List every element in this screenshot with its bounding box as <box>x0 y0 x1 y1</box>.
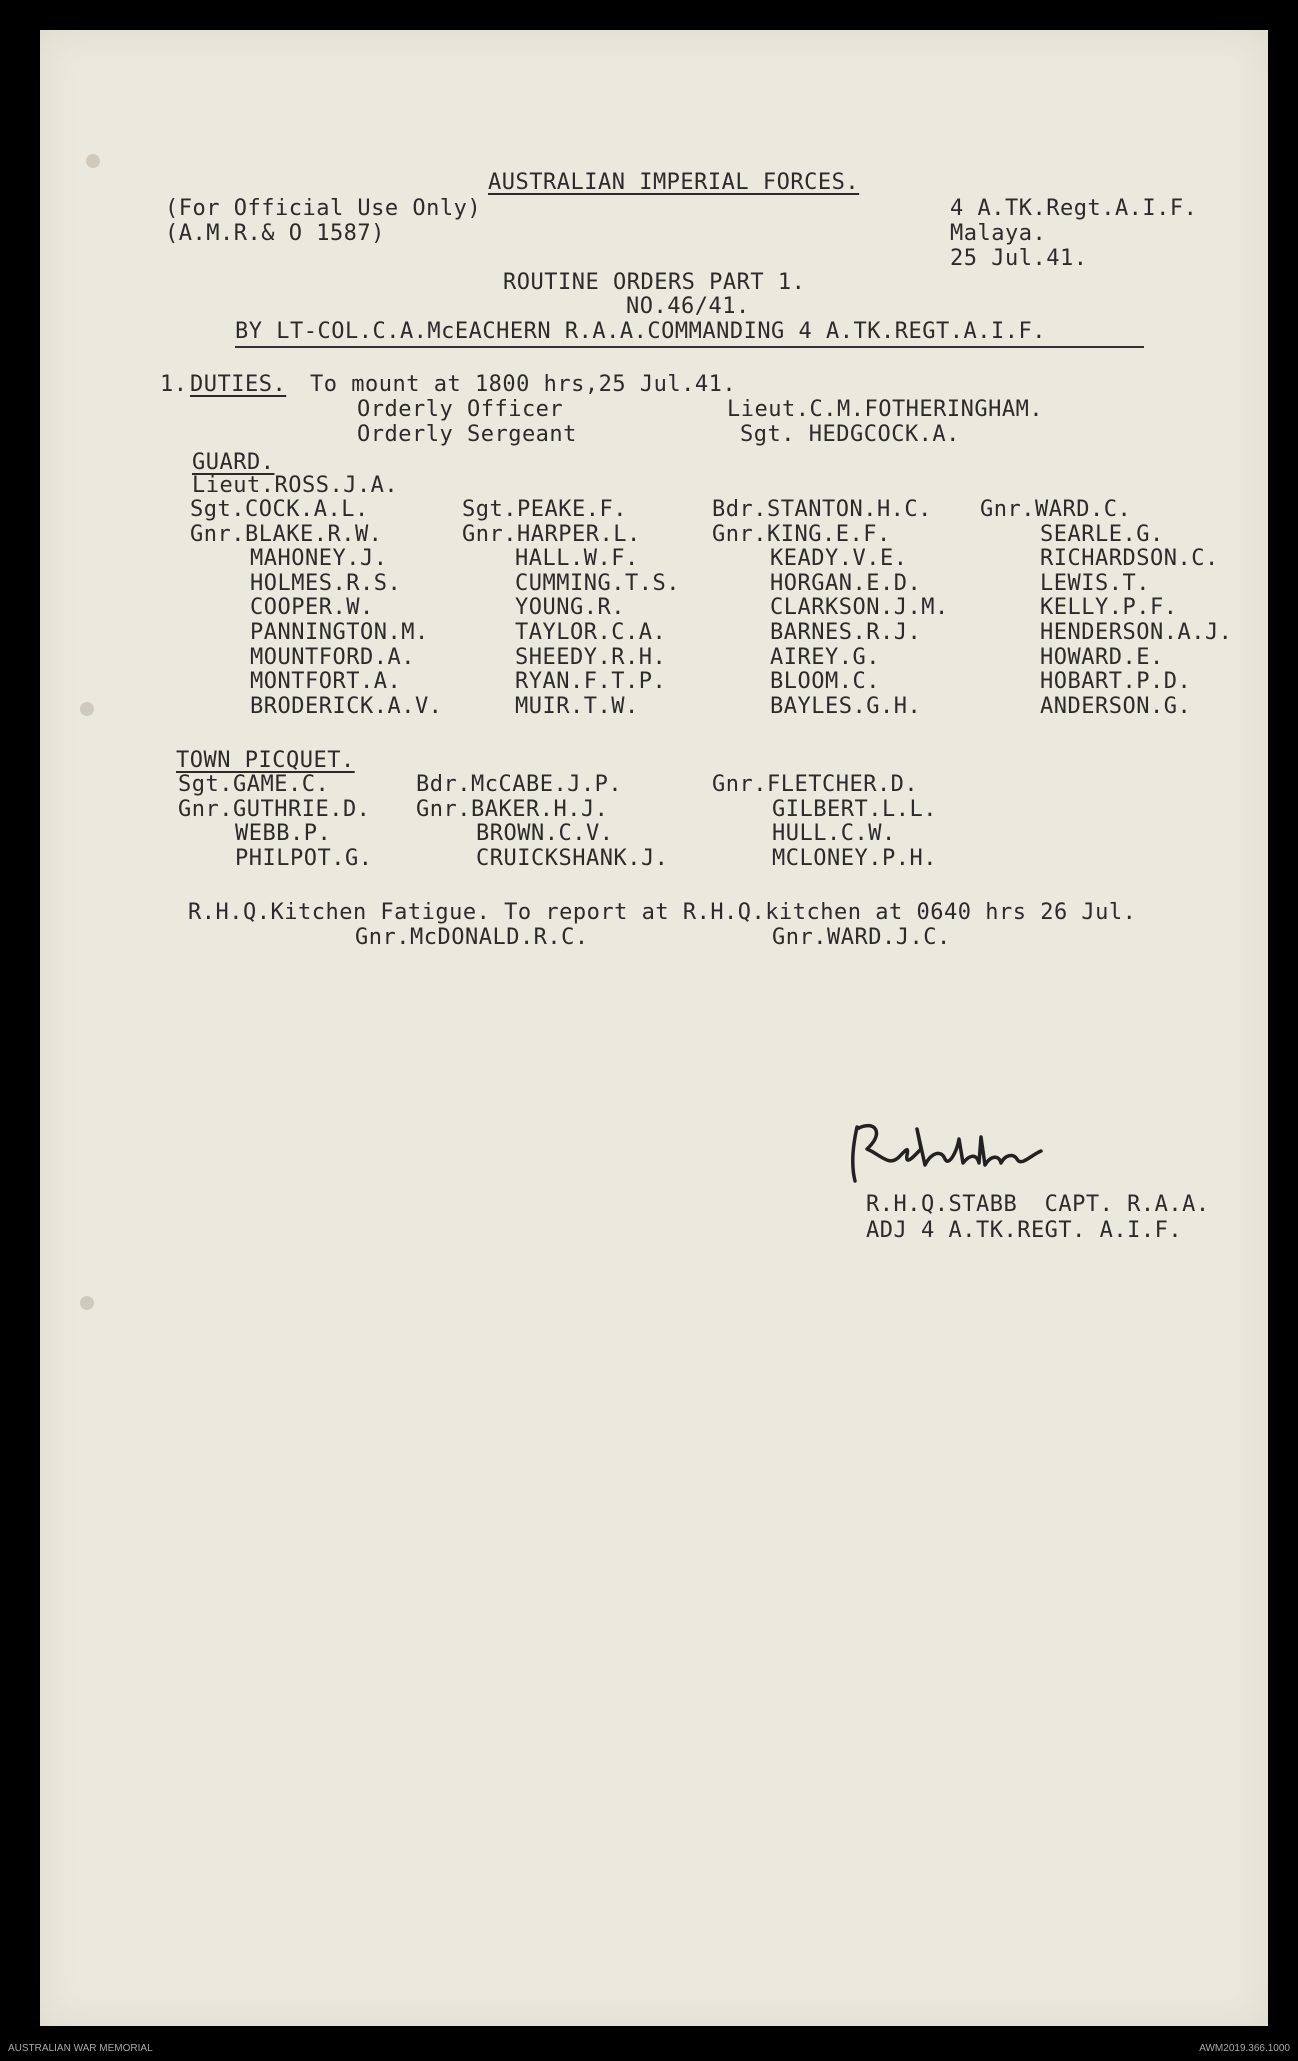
guard-member: LEWIS.T. <box>1040 570 1150 596</box>
guard-member: HENDERSON.A.J. <box>1040 620 1233 645</box>
picquet-member: WEBB.P. <box>235 821 332 847</box>
guard-member: RICHARDSON.C. <box>1040 546 1219 572</box>
guard-member: Sgt.COCK.A.L. <box>190 497 369 522</box>
guard-member: YOUNG.R. <box>515 595 625 621</box>
guard-heading: GUARD. <box>192 450 275 475</box>
picquet-member: MCLONEY.P.H. <box>772 845 937 871</box>
kitchen-name: Gnr.McDONALD.R.C. <box>355 925 589 950</box>
footer-credit: AUSTRALIAN WAR MEMORIAL <box>8 2043 153 2054</box>
guard-member: HOWARD.E. <box>1040 644 1164 670</box>
guard-member: MAHONEY.J. <box>250 546 388 572</box>
guard-member: HORGAN.E.D. <box>770 570 922 596</box>
kitchen-fatigue-line: R.H.Q.Kitchen Fatigue. To report at R.H.Q.kitchen at 0640 hrs 26 Jul. <box>188 900 1137 925</box>
authority-line: BY LT-COL.C.A.McEACHERN R.A.A.COMMANDING 4 A.TK.REGT.A.I.F. <box>235 319 1046 344</box>
guard-member: SHEEDY.R.H. <box>515 644 667 670</box>
picquet-member: BROWN.C.V. <box>476 821 614 847</box>
guard-member: KELLY.P.F. <box>1040 595 1178 621</box>
signatory-title: ADJ 4 A.TK.REGT. A.I.F. <box>866 1218 1183 1243</box>
signatory-name: R.H.Q.STABB CAPT. R.A.A. <box>866 1192 1210 1217</box>
picquet-member: Gnr.FLETCHER.D. <box>712 772 919 797</box>
guard-member: BRODERICK.A.V. <box>250 693 443 719</box>
guard-member: HOLMES.R.S. <box>250 570 402 596</box>
picquet-heading: TOWN PICQUET. <box>176 748 355 773</box>
duties-heading: DUTIES. <box>190 372 287 397</box>
unit-name: 4 A.TK.Regt.A.I.F. <box>950 196 1198 221</box>
picquet-member: Bdr.McCABE.J.P. <box>416 772 623 797</box>
guard-member: TAYLOR.C.A. <box>515 620 667 645</box>
orderly-sergeant-name: Sgt. HEDGCOCK.A. <box>740 422 960 447</box>
guard-member: CLARKSON.J.M. <box>770 595 949 621</box>
guard-member: Gnr.BLAKE.R.W. <box>190 521 383 547</box>
guard-member: KEADY.V.E. <box>770 546 908 572</box>
guard-member: COOPER.W. <box>250 595 374 621</box>
guard-member: BARNES.R.J. <box>770 620 922 645</box>
handwritten-signature <box>845 1115 1070 1195</box>
orderly-sergeant-label: Orderly Sergeant <box>357 422 577 447</box>
punch-hole <box>86 154 100 168</box>
guard-member: BAYLES.G.H. <box>770 693 922 719</box>
guard-member: MUIR.T.W. <box>515 693 639 719</box>
orders-heading: ROUTINE ORDERS PART 1. <box>503 270 806 295</box>
guard-member: HOBART.P.D. <box>1040 669 1192 695</box>
guard-member: RYAN.F.T.P. <box>515 669 667 695</box>
picquet-member: PHILPOT.G. <box>235 845 373 871</box>
location: Malaya. <box>950 221 1047 246</box>
guard-member: PANNINGTON.M. <box>250 620 429 645</box>
picquet-member: Sgt.GAME.C. <box>178 772 330 797</box>
guard-member: CUMMING.T.S. <box>515 570 680 596</box>
guard-member: Sgt.PEAKE.F. <box>462 497 627 522</box>
guard-member: Gnr.KING.E.F. <box>712 521 891 547</box>
guard-member: SEARLE.G. <box>1040 521 1164 547</box>
classification: (For Official Use Only) <box>165 196 482 221</box>
orderly-officer-name: Lieut.C.M.FOTHERINGHAM. <box>727 397 1044 422</box>
footer-reference: AWM2019.366.1000 <box>1199 2043 1290 2054</box>
picquet-member: Gnr.GUTHRIE.D. <box>178 796 371 822</box>
punch-hole <box>80 702 94 716</box>
picquet-member: HULL.C.W. <box>772 821 896 847</box>
guard-member: BLOOM.C. <box>770 669 880 695</box>
guard-member: HALL.W.F. <box>515 546 639 572</box>
kitchen-name: Gnr.WARD.J.C. <box>772 925 951 950</box>
picquet-member: GILBERT.L.L. <box>772 796 937 822</box>
picquet-member: CRUICKSHANK.J. <box>476 845 669 871</box>
reference-code: (A.M.R.& O 1587) <box>165 221 385 246</box>
guard-member: Gnr.WARD.C. <box>980 497 1132 522</box>
guard-member: Gnr.HARPER.L. <box>462 521 641 547</box>
authority-underline <box>235 346 1144 348</box>
document-title: AUSTRALIAN IMPERIAL FORCES. <box>488 170 860 195</box>
section-number: 1. <box>160 372 188 397</box>
guard-member: Bdr.STANTON.H.C. <box>712 497 932 522</box>
orderly-officer-label: Orderly Officer <box>357 397 564 422</box>
punch-hole <box>80 1296 94 1310</box>
guard-member: AIREY.G. <box>770 644 880 670</box>
duties-intro: To mount at 1800 hrs,25 Jul.41. <box>310 372 737 397</box>
picquet-member: Gnr.BAKER.H.J. <box>416 796 609 822</box>
guard-member: MOUNTFORD.A. <box>250 644 415 670</box>
guard-officer: Lieut.ROSS.J.A. <box>192 473 399 498</box>
guard-member: ANDERSON.G. <box>1040 693 1192 719</box>
orders-number: NO.46/41. <box>626 294 750 319</box>
guard-member: MONTFORT.A. <box>250 669 402 695</box>
date: 25 Jul.41. <box>950 246 1088 271</box>
